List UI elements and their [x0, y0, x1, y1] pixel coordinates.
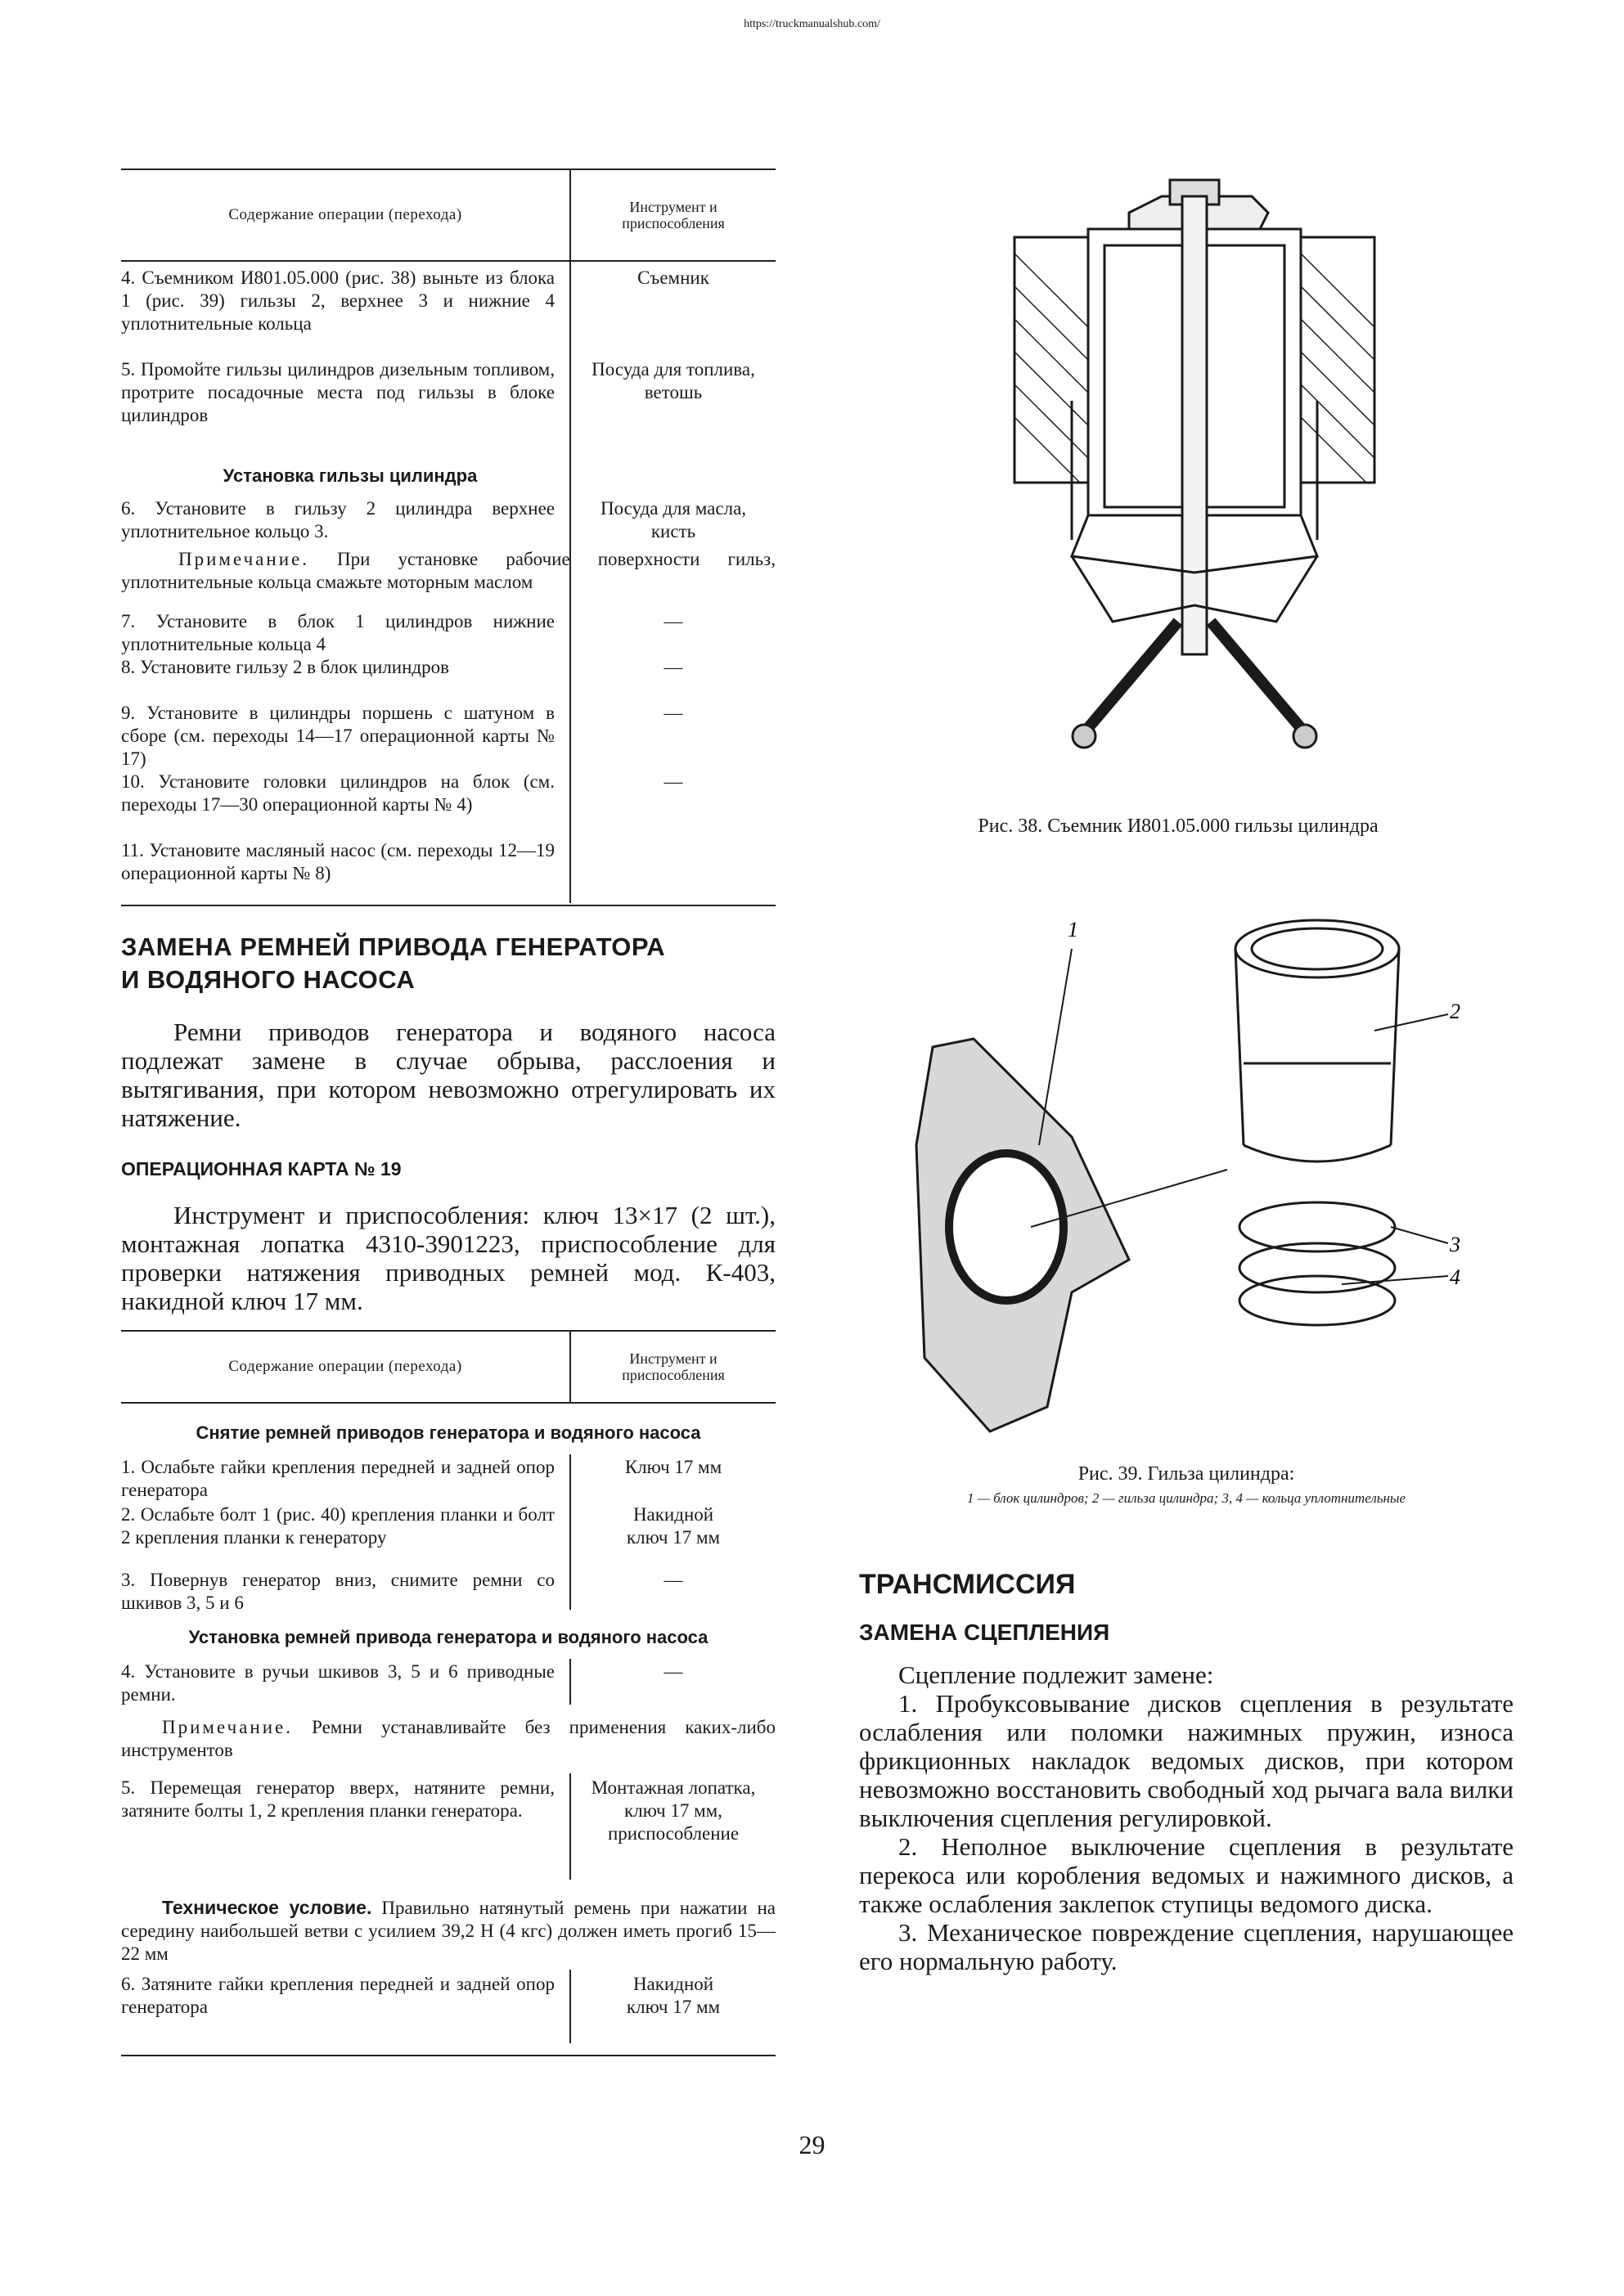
- column-divider: [569, 1454, 571, 1610]
- column-divider: [569, 1659, 571, 1705]
- condition-text: Правильно натянутый ремень при нажатии на середину наибольшей ветви с усилием 39,2 Н (4 кгс) должен иметь прогиб 15—22 мм: [121, 1898, 776, 1964]
- tool-text: Посуда для масла, кисть: [600, 498, 747, 541]
- section-heading: Установка ремней привода генератора и водяного насоса: [188, 1627, 709, 1647]
- section-heading: Снятие ремней приводов генератора и водяного насоса: [196, 1422, 701, 1443]
- tools-paragraph: Инструмент и приспособления: ключ 13×17 (2 шт.), монтажная лопатка 4310-3901223, приспособление для проверки натяжения приводных ремней мод. К-403, накидной ключ 17 мм.: [121, 1201, 776, 1315]
- clutch-paragraph: 2. Неполное выключение сцепления в результате перекоса или коробления ведомых и нажимного дисков, а также ослабления заклепок ступицы ведомого диска.: [859, 1832, 1514, 1918]
- figure-38-caption: Рис. 38. Съемник И801.05.000 гильзы цилиндра: [978, 816, 1379, 837]
- note-label: Примечание.: [178, 549, 309, 569]
- column-divider: [569, 1773, 571, 1880]
- clutch-text: [859, 1660, 1514, 1975]
- page-number: 29: [799, 2130, 825, 2159]
- section-title-line-2: И ВОДЯНОГО НАСОСА: [121, 965, 416, 994]
- column-divider: [569, 604, 571, 903]
- section-title-line-1: ЗАМЕНА РЕМНЕЙ ПРИВОДА ГЕНЕРАТОРА: [121, 932, 666, 961]
- operations-table-1: [121, 168, 776, 906]
- clutch-heading: ЗАМЕНА СЦЕПЛЕНИЯ: [859, 1620, 1110, 1645]
- operation-text: 3. Повернув генератор вниз, снимите ремни со шкивов 3, 5 и 6: [121, 1570, 555, 1613]
- transmission-heading: ТРАНСМИССИЯ: [859, 1569, 1076, 1600]
- table-note: [121, 548, 776, 594]
- operations-table-2: [121, 1330, 776, 2056]
- condition-label: Техническое условие.: [162, 1897, 372, 1918]
- figure-38-puller-drawing: [998, 164, 1391, 802]
- tool-text: —: [664, 1661, 683, 1682]
- operation-text: 2. Ослабьте болт 1 (рис. 40) крепления планки и болт 2 крепления планки к генератору: [121, 1504, 555, 1548]
- operation-text: 4. Установите в ручьи шкивов 3, 5 и 6 приводные ремни.: [121, 1661, 555, 1705]
- operation-text: 8. Установите гильзу 2 в блок цилиндров: [121, 657, 449, 677]
- clutch-paragraph: Сцепление подлежит замене:: [898, 1660, 1214, 1689]
- header-operation: Содержание операции (перехода): [228, 206, 462, 223]
- clutch-paragraph: 3. Механическое повреждение сцепления, нарушающее его нормальную работу.: [859, 1918, 1514, 1975]
- operation-text: 9. Установите в цилиндры поршень с шатуном в сборе (см. переходы 14—17 операционной карты № 17): [121, 703, 555, 769]
- tool-text: Накидной ключ 17 мм: [626, 1974, 721, 2017]
- tool-text: —: [664, 703, 683, 723]
- table-note: [121, 1716, 776, 1762]
- operation-text: 11. Установите масляный насос (см. переходы 12—19 операционной карты № 8): [121, 840, 555, 883]
- figure-39-liner-drawing: [884, 900, 1473, 1456]
- opcard-heading: ОПЕРАЦИОННАЯ КАРТА № 19: [121, 1158, 402, 1179]
- tool-text: Монтажная лопатка, ключ 17 мм, приспособление: [591, 1777, 756, 1844]
- tool-text: Съемник: [637, 267, 709, 288]
- column-divider: [569, 505, 571, 543]
- tool-text: Посуда для топлива, ветошь: [592, 359, 755, 402]
- tool-text: —: [664, 611, 683, 631]
- section-heading: Установка гильзы цилиндра: [223, 465, 478, 486]
- section-title: [121, 931, 776, 996]
- tool-text: Ключ 17 мм: [624, 1457, 722, 1477]
- operation-text: 7. Установите в блок 1 цилиндров нижние уплотнительные кольца 4: [121, 611, 555, 654]
- header-tools: Инструмент и приспособления: [569, 170, 776, 260]
- belts-intro-paragraph: Ремни приводов генератора и водяного насоса подлежат замене в случае обрыва, расслоения и вытягивания, при котором невозможно отрегулировать их натяжение.: [121, 1018, 776, 1132]
- operation-text: 4. Съемником И801.05.000 (рис. 38) выньте из блока 1 (рис. 39) гильзы 2, верхнее 3 и нижние 4 уплотнительные кольца: [121, 267, 555, 334]
- tool-text: Накидной ключ 17 мм: [626, 1504, 721, 1548]
- operation-text: 1. Ослабьте гайки крепления передней и задней опор генератора: [121, 1457, 555, 1500]
- source-url[interactable]: https://truckmanualshub.com/: [744, 18, 880, 30]
- column-divider: [569, 1970, 571, 2043]
- label-2: 2: [1450, 1000, 1460, 1023]
- label-3: 3: [1450, 1233, 1460, 1256]
- tool-text: —: [664, 771, 683, 792]
- operation-text: 10. Установите головки цилиндров на блок (см. переходы 17—30 операционной карты № 4): [121, 771, 555, 815]
- header-tools: Инструмент и приспособления: [569, 1332, 776, 1402]
- clutch-paragraph: 1. Пробуксовывание дисков сцепления в результате ослабления или поломки нажимных пружин, износа фрикционных накладок ведомых дисков, при котором невозможно восстановить свободный ход рычага вала вилки выключения сцепления регулировкой.: [859, 1689, 1514, 1832]
- operation-text: 6. Установите в гильзу 2 цилиндра верхнее уплотнительное кольцо 3.: [121, 498, 555, 541]
- figure-39-legend: 1 — блок цилиндров; 2 — гильза цилиндра; 3, 4 — кольца уплотнительные: [967, 1490, 1406, 1506]
- note-text: При установке рабочие поверхности гильз, уплотнительные кольца смажьте моторным маслом: [121, 549, 776, 592]
- header-operation: Содержание операции (перехода): [228, 1358, 462, 1375]
- operation-text: 5. Промойте гильзы цилиндров дизельным топливом, протрите посадочные места под гильзы в блоке цилиндров: [121, 359, 555, 425]
- operation-text: 5. Перемещая генератор вверх, натяните ремни, затяните болты 1, 2 крепления планки генератора.: [121, 1777, 555, 1821]
- tool-text: —: [664, 1570, 683, 1590]
- note-text: Ремни устанавливайте без применения каких-либо инструментов: [121, 1717, 776, 1760]
- figure-39-caption: Рис. 39. Гильза цилиндра:: [1077, 1463, 1295, 1485]
- technical-condition: [121, 1896, 776, 1966]
- label-1: 1: [1068, 918, 1078, 941]
- operation-text: 6. Затяните гайки крепления передней и задней опор генератора: [121, 1974, 555, 2017]
- tool-text: —: [664, 657, 683, 677]
- label-4: 4: [1450, 1265, 1460, 1289]
- note-label: Примечание.: [162, 1717, 293, 1737]
- table-header: [121, 1332, 776, 1404]
- table-header: [121, 170, 776, 262]
